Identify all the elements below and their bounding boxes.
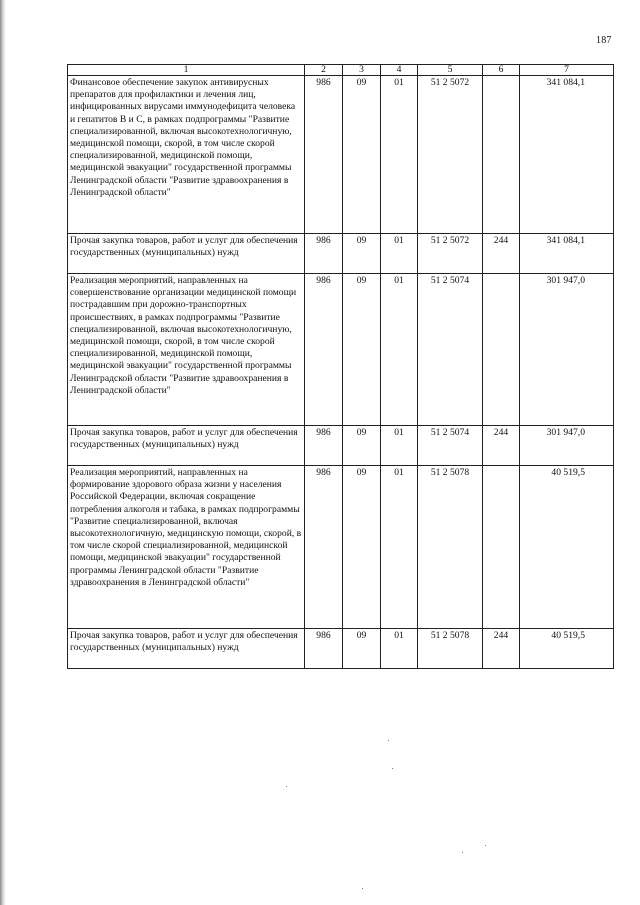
subsection-code: 01 bbox=[381, 234, 418, 274]
scan-speck bbox=[462, 852, 463, 853]
ministry-code: 986 bbox=[305, 629, 343, 669]
ministry-code: 986 bbox=[305, 466, 343, 629]
column-number: 3 bbox=[343, 65, 381, 76]
ministry-code: 986 bbox=[305, 274, 343, 426]
subsection-code: 01 bbox=[381, 76, 418, 234]
expense-type-code: 244 bbox=[483, 629, 520, 669]
table-row bbox=[68, 426, 614, 466]
section-code: 09 bbox=[343, 234, 381, 274]
column-number: 7 bbox=[520, 65, 614, 76]
target-article-code: 51 2 5074 bbox=[418, 426, 483, 466]
expense-type-code: 244 bbox=[483, 426, 520, 466]
expense-type-code bbox=[483, 76, 520, 234]
expense-type-code bbox=[483, 466, 520, 629]
expense-type-code bbox=[483, 274, 520, 426]
column-number: 5 bbox=[418, 65, 483, 76]
column-number: 1 bbox=[68, 65, 305, 76]
amount: 301 947,0 bbox=[520, 274, 614, 426]
ministry-code: 986 bbox=[305, 426, 343, 466]
row-name: Финансовое обеспечение закупок антивирусных препаратов для профилактики и лечения лиц, инфицированных вирусами иммунодефицита человека и гепатитов В и С, в рамках подпрограммы "Развитие специализированной, включая высокотехнологичную, медицинской помощи, скорой, в том числе скорой специализированной, медицинской помощи, медицинской эвакуации" государственной программы Ленинградской области "Развитие здравоохранения в Ленинградской области" bbox=[68, 76, 305, 234]
column-number-row bbox=[68, 65, 614, 76]
column-number: 6 bbox=[483, 65, 520, 76]
scan-speck bbox=[362, 888, 363, 889]
scan-speck bbox=[485, 845, 486, 846]
target-article-code: 51 2 5078 bbox=[418, 629, 483, 669]
table-row bbox=[68, 466, 614, 629]
subsection-code: 01 bbox=[381, 466, 418, 629]
target-article-code: 51 2 5072 bbox=[418, 234, 483, 274]
row-name: Прочая закупка товаров, работ и услуг для обеспечения государственных (муниципальных) нужд bbox=[68, 426, 305, 466]
section-code: 09 bbox=[343, 629, 381, 669]
row-name: Реализация мероприятий, направленных на совершенствование организации медицинской помощи пострадавшим при дорожно-транспортных происшествиях, в рамках подпрограммы "Развитие специализированной, включая высокотехнологичную, медицинской помощи, скорой, в том числе скорой специализированной, медицинской помощи, медицинской эвакуации" государственной программы Ленинградской области "Развитие здравоохранения в Ленинградской области" bbox=[68, 274, 305, 426]
row-name: Прочая закупка товаров, работ и услуг для обеспечения государственных (муниципальных) нужд bbox=[68, 234, 305, 274]
ministry-code: 986 bbox=[305, 234, 343, 274]
subsection-code: 01 bbox=[381, 426, 418, 466]
table-row bbox=[68, 274, 614, 426]
subsection-code: 01 bbox=[381, 629, 418, 669]
row-name: Реализация мероприятий, направленных на формирование здорового образа жизни у населения Российской Федерации, включая сокращение потребления алкоголя и табака, в рамках подпрограммы "Развитие специализированной, включая высокотехнологичную, медицинскую помощи, скорой, в том числе скорой специализированной, медицинской помощи, медицинской эвакуации" государственной программы Ленинградской области "Развитие здравоохранения в Ленинградской области" bbox=[68, 466, 305, 629]
scan-speck bbox=[388, 740, 389, 741]
amount: 40 519,5 bbox=[520, 466, 614, 629]
scan-speck bbox=[286, 786, 287, 787]
target-article-code: 51 2 5074 bbox=[418, 274, 483, 426]
table-row bbox=[68, 629, 614, 669]
section-code: 09 bbox=[343, 76, 381, 234]
column-number: 4 bbox=[381, 65, 418, 76]
scan-speck bbox=[392, 768, 393, 769]
row-name: Прочая закупка товаров, работ и услуг для обеспечения государственных (муниципальных) нужд bbox=[68, 629, 305, 669]
ministry-code: 986 bbox=[305, 76, 343, 234]
scan-edge-shadow bbox=[0, 0, 6, 905]
expense-type-code: 244 bbox=[483, 234, 520, 274]
page-number: 187 bbox=[596, 35, 612, 46]
subsection-code: 01 bbox=[381, 274, 418, 426]
amount: 341 084,1 bbox=[520, 76, 614, 234]
column-number: 2 bbox=[305, 65, 343, 76]
amount: 40 519,5 bbox=[520, 629, 614, 669]
budget-table bbox=[67, 64, 614, 669]
section-code: 09 bbox=[343, 274, 381, 426]
table-row bbox=[68, 76, 614, 234]
amount: 301 947,0 bbox=[520, 426, 614, 466]
target-article-code: 51 2 5078 bbox=[418, 466, 483, 629]
table-row bbox=[68, 234, 614, 274]
section-code: 09 bbox=[343, 426, 381, 466]
amount: 341 084,1 bbox=[520, 234, 614, 274]
target-article-code: 51 2 5072 bbox=[418, 76, 483, 234]
section-code: 09 bbox=[343, 466, 381, 629]
